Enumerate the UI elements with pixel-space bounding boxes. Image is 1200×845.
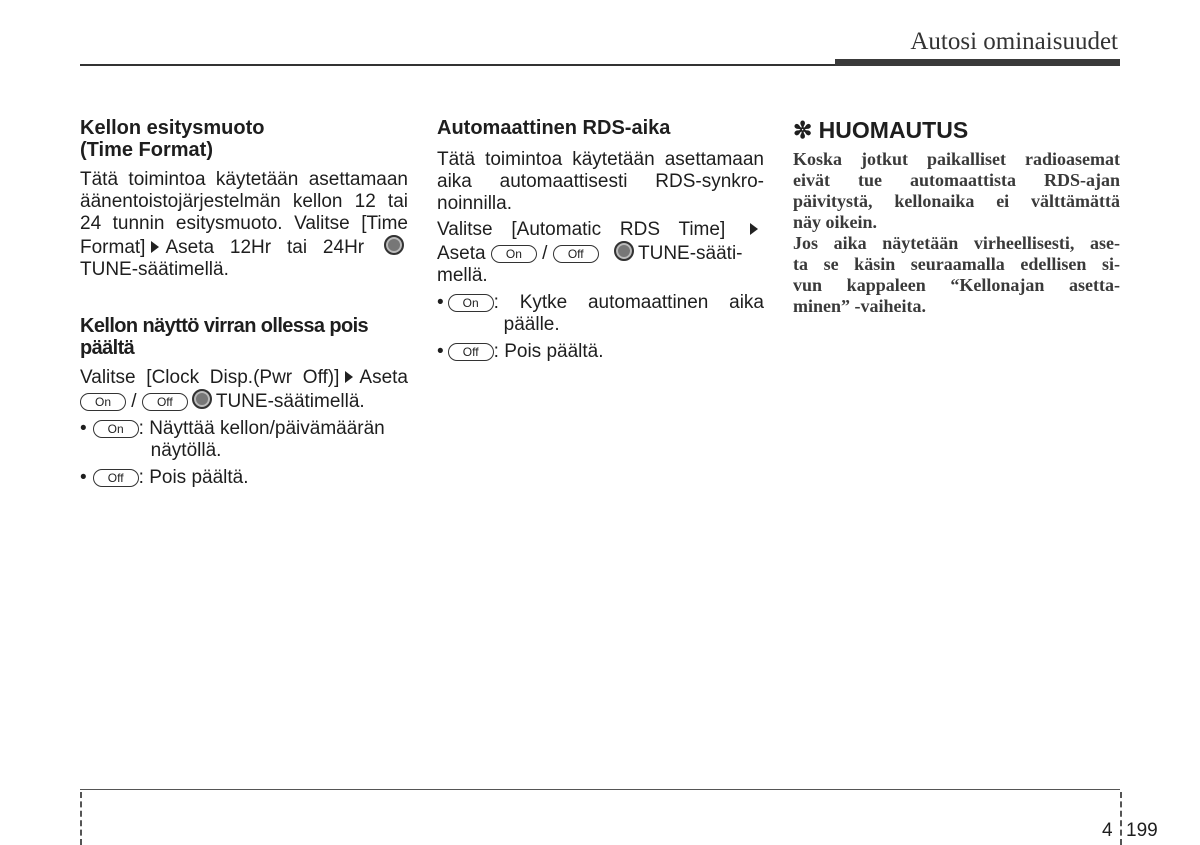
section-title-time-format [80, 117, 408, 161]
text: Valitse [Clock Disp.(Pwr Off)] [80, 367, 340, 388]
footer-dashed-divider [1120, 792, 1122, 845]
tune-knob-icon [384, 235, 404, 255]
tune-knob-icon [192, 389, 212, 409]
list-item [437, 292, 764, 336]
arrow-right-icon [750, 223, 758, 235]
text-line [80, 367, 408, 389]
text-line [437, 219, 764, 241]
text-line: näy oikein. [793, 212, 878, 232]
note-body [793, 149, 1120, 317]
text: Aseta [359, 367, 408, 388]
text: TUNE-säätimellä. [215, 391, 365, 412]
text-line: aika automaattisesti RDS-synkro- [437, 171, 764, 192]
text-line: äänentoistojärjestelmän kellon 12 tai [80, 191, 408, 212]
list-item-key [448, 341, 494, 363]
tune-knob-icon [614, 241, 634, 261]
arrow-right-icon [151, 241, 159, 253]
section-title-rds-time: Automaattinen RDS-aika [437, 117, 671, 139]
header-title: Autosi ominaisuudet [910, 28, 1118, 55]
bullet-icon: • [437, 341, 444, 362]
text-line: Jos aika näytetään virheellisesti, ase- [793, 233, 1120, 253]
section-title-clock-display [80, 315, 408, 359]
text: Aseta 12Hr tai 24Hr [165, 237, 365, 258]
text-line: noinnilla. [437, 193, 512, 214]
text-line: Tätä toimintoa käytetään asettamaan [437, 149, 764, 170]
on-button-icon: On [448, 294, 494, 312]
list-item [437, 341, 764, 363]
text-line: mellä. [437, 265, 488, 286]
header-rule-thick [835, 59, 1120, 66]
list-item [80, 467, 408, 489]
on-button-icon: On [80, 393, 126, 411]
note-title [793, 117, 1120, 143]
text-line: päivitystä, kellonaika ei välttämättä [793, 191, 1120, 211]
page-chapter: 4 [1102, 820, 1113, 841]
footer-dashed-left [80, 792, 82, 845]
list-item-text [139, 418, 408, 462]
bullet-icon: • [437, 292, 444, 313]
text-line: 24 tunnin esitysmuoto. Valitse [Time [80, 213, 408, 234]
text-line: Koska jotkut paikalliset radioasemat [793, 149, 1120, 169]
text-line: Tätä toimintoa käytetään asettamaan [80, 169, 408, 190]
text: : Pois päältä. [138, 467, 249, 488]
off-button-icon: Off [142, 393, 188, 411]
text: : Pois päältä. [493, 341, 604, 362]
list-item-text [494, 292, 764, 336]
list-item-key [93, 418, 139, 462]
text: Format] [80, 237, 146, 258]
text: HUOMAUTUS [818, 117, 969, 143]
text-line: vun kappaleen “Kellonajan asetta- [793, 275, 1120, 295]
title-line: Kellon esitysmuoto [80, 117, 265, 139]
arrow-right-icon [345, 371, 353, 383]
text-line [80, 389, 408, 413]
text: näytöllä. [150, 440, 222, 461]
text-line: ta se käsin seuraamalla edellisen si- [793, 254, 1120, 274]
slash: / [542, 243, 548, 264]
title-line: (Time Format) [80, 139, 213, 161]
bullet-icon: • [80, 418, 87, 439]
column-2 [437, 117, 764, 363]
asterisk-icon: ✼ [793, 117, 813, 143]
column-3-note [793, 117, 1120, 317]
list-item-key [448, 292, 494, 336]
footer-rule [80, 789, 1120, 790]
text: Aseta [437, 243, 486, 264]
text-line [80, 235, 408, 259]
title-line: Kellon näyttö virran ollessa pois [80, 315, 369, 337]
on-button-icon: On [93, 420, 139, 438]
text: TUNE-sääti- [638, 243, 743, 264]
off-button-icon: Off [448, 343, 494, 361]
text: : Näyttää kellon/päivämäärän [138, 418, 385, 439]
column-1 [80, 117, 408, 489]
off-button-icon: Off [553, 245, 599, 263]
bullet-icon: • [80, 467, 87, 488]
text-line: eivät tue automaattista RDS-ajan [793, 170, 1120, 190]
text-line: minen” -vaiheita. [793, 296, 926, 316]
text-line [437, 241, 764, 265]
text: Valitse [Automatic RDS Time] [437, 219, 726, 240]
text: : Kytke automaattinen aika [493, 292, 764, 313]
page-number: 199 [1126, 820, 1158, 841]
slash: / [131, 391, 137, 412]
list-item-key [93, 467, 139, 489]
on-button-icon: On [491, 245, 537, 263]
text-line: TUNE-säätimellä. [80, 259, 229, 280]
text: päälle. [503, 314, 560, 335]
off-button-icon: Off [93, 469, 139, 487]
title-line: päältä [80, 337, 135, 359]
list-item [80, 418, 408, 462]
